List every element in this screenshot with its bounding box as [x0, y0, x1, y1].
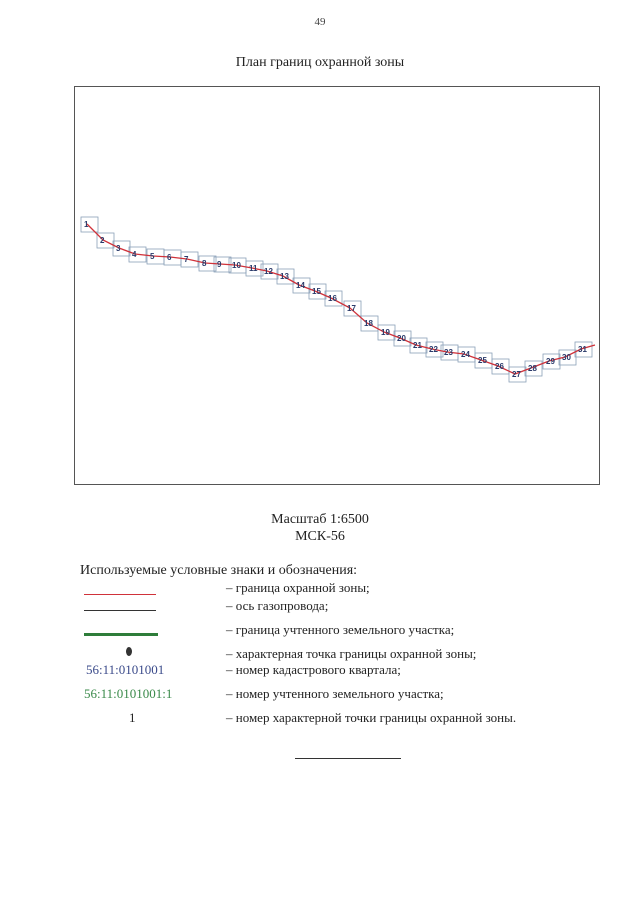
boundary-point-label: 29 [546, 357, 555, 366]
boundary-point-label: 25 [478, 356, 487, 365]
boundary-point-label: 15 [312, 287, 321, 296]
boundary-point-label: 19 [381, 328, 390, 337]
boundary-point-label: 21 [413, 341, 422, 350]
legend-description: – номер учтенного земельного участка; [226, 686, 444, 701]
legend-description: – граница учтенного земельного участка; [226, 622, 455, 637]
legend-text-symbol [84, 662, 204, 680]
characteristic-point-dot [126, 647, 132, 656]
boundary-point-label: 16 [328, 294, 337, 303]
boundary-point-label: 18 [364, 319, 373, 328]
boundary-point-label: 14 [296, 281, 305, 290]
boundary-point-label: 27 [512, 370, 521, 379]
legend-line-sample [84, 633, 158, 636]
legend-line-sample [84, 610, 156, 611]
boundary-plan-drawing [75, 87, 601, 486]
legend-text-symbol [84, 710, 204, 728]
legend-description: – номер характерной точки границы охранной зоны. [226, 710, 517, 725]
legend-row [0, 598, 640, 616]
boundary-point-label: 11 [249, 264, 258, 273]
legend-sample-text: 56:11:0101001:1 [84, 686, 173, 701]
plan-title: План границ охранной зоны [235, 55, 405, 70]
land-plot-boundary-symbol [84, 622, 204, 640]
legend-description: – характерная точка границы охранной зоны; [226, 646, 477, 661]
legend-row [0, 622, 640, 640]
legend-row [0, 710, 640, 728]
scale-block [0, 511, 640, 545]
boundary-point-label: 22 [429, 345, 438, 354]
boundary-point-label: 9 [217, 260, 222, 269]
boundary-point-label: 31 [578, 345, 587, 354]
boundary-point-label: 23 [444, 348, 453, 357]
page-number: 49 [314, 16, 326, 28]
legend-title: Используемые условные знаки и обозначения: [80, 563, 358, 578]
boundary-point-label: 28 [528, 364, 537, 373]
scale-text: Масштаб 1:6500 [271, 512, 369, 527]
boundary-point-label: 8 [202, 259, 207, 268]
boundary-point-label: 7 [184, 255, 189, 264]
boundary-point-label: 2 [100, 236, 105, 245]
legend-description: – номер кадастрового квартала; [226, 662, 401, 677]
legend-sample-text: 56:11:0101001 [86, 662, 165, 677]
boundary-point-label: 3 [116, 244, 121, 253]
footer-divider [295, 758, 401, 759]
legend-row [0, 580, 640, 598]
pipeline-axis-symbol [84, 598, 204, 616]
boundary-plan-map [74, 86, 600, 485]
boundary-point-label: 30 [562, 353, 571, 362]
boundary-point-label: 17 [347, 304, 356, 313]
boundary-point-label: 26 [495, 362, 504, 371]
boundary-point-label: 1 [84, 220, 89, 229]
zone-boundary-line [87, 224, 595, 374]
boundary-point-label: 24 [461, 350, 470, 359]
boundary-point-label: 12 [264, 267, 273, 276]
legend-row [0, 686, 640, 704]
boundary-point-label: 10 [232, 261, 241, 270]
legend-description: – граница охранной зоны; [226, 580, 370, 595]
legend-description: – ось газопровода; [226, 598, 329, 613]
boundary-point-label: 6 [167, 253, 172, 262]
legend-sample-text: 1 [129, 710, 136, 725]
boundary-point-label: 4 [132, 250, 137, 259]
boundary-point-label: 5 [150, 252, 155, 261]
zone-boundary-symbol [84, 580, 204, 598]
boundary-point-label: 20 [397, 334, 406, 343]
legend-line-sample [84, 594, 156, 595]
legend-row [0, 662, 640, 680]
coordinate-system-text: МСК-56 [295, 529, 345, 544]
legend-text-symbol [84, 686, 204, 704]
boundary-point-label: 13 [280, 272, 289, 281]
